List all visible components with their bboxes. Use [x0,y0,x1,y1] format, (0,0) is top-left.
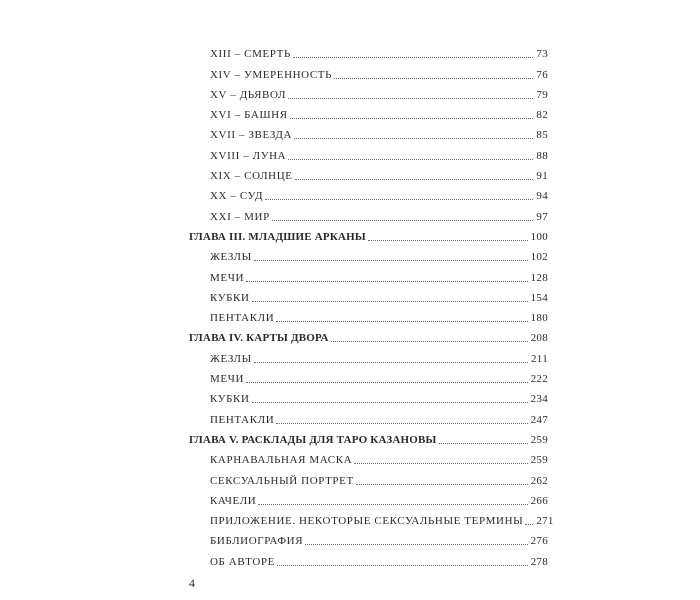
toc-entry-label: XVI – БАШНЯ [210,109,288,122]
toc-entry [189,468,548,488]
toc-entry-page-number: 180 [530,312,548,325]
toc-entry-page-number: 91 [536,170,548,183]
toc-entry-page-number: 262 [530,474,548,487]
toc-entry-label: МЕЧИ [210,373,244,386]
dot-leader [305,544,527,545]
toc-entry-page-number: 94 [536,190,548,203]
toc-entry-page-number: 259 [530,433,548,446]
dot-leader [265,199,533,200]
toc-entry [189,184,548,204]
dot-leader [295,179,534,180]
toc-entry-page-number: 76 [536,68,548,81]
toc-entry-page-number: 278 [530,555,548,568]
toc-entry-label: XIV – УМЕРЕННОСТЬ [210,68,333,81]
toc-entry [189,265,548,285]
toc-entry-page-number: 82 [536,109,548,122]
toc-entry-label: XVIII – ЛУНА [210,149,287,162]
toc-entry-label: ГЛАВА IV. КАРТЫ ДВОРА [189,332,329,345]
dot-leader [290,118,534,119]
dot-leader [368,240,528,241]
page-number: 4 [189,576,195,590]
dot-leader [246,382,528,383]
dot-leader [246,281,528,282]
toc-entry-page-number: 271 [536,515,554,528]
toc-entry [189,123,548,143]
toc-entry [189,549,548,569]
table-of-contents [189,42,554,570]
toc-entry-page-number: 222 [530,373,548,386]
toc-entry-page-number: 266 [530,494,548,507]
toc-entry-label: XVII – ЗВЕЗДА [210,129,293,142]
toc-entry-label: XIII – СМЕРТЬ [210,48,291,61]
dot-leader [293,57,534,58]
toc-entry [189,387,548,407]
toc-entry-label: ПРИЛОЖЕНИЕ. НЕКОТОРЫЕ СЕКСУАЛЬНЫЕ ТЕРМИНЫ [210,515,524,528]
toc-chapter-entry [189,225,548,245]
toc-entry-label: ГЛАВА III. МЛАДШИЕ АРКАНЫ [189,230,366,243]
toc-entry [189,103,548,123]
toc-entry-label: КУБКИ [210,393,250,406]
toc-entry-label: СЕКСУАЛЬНЫЙ ПОРТРЕТ [210,474,354,487]
toc-entry [189,306,548,326]
toc-entry [189,489,548,509]
dot-leader [288,159,533,160]
dot-leader [252,301,528,302]
toc-entry-label: КУБКИ [210,291,250,304]
toc-entry-label: ПЕНТАКЛИ [210,312,275,325]
toc-entry [189,529,548,549]
toc-entry-page-number: 73 [536,48,548,61]
toc-entry [189,509,554,529]
toc-entry [189,204,548,224]
dot-leader [258,504,527,505]
toc-entry-page-number: 100 [530,230,548,243]
toc-entry-label: ЖЕЗЛЫ [210,352,252,365]
dot-leader [254,260,528,261]
dot-leader [356,484,528,485]
toc-entry [189,245,548,265]
toc-entry [189,42,548,62]
toc-entry-label: МЕЧИ [210,271,244,284]
toc-entry [189,143,548,163]
dot-leader [272,220,534,221]
toc-entry-page-number: 102 [530,251,548,264]
dot-leader [354,463,527,464]
toc-entry-page-number: 88 [536,149,548,162]
toc-entry-label: XXI – МИР [210,210,270,223]
toc-entry-label: ЖЕЗЛЫ [210,251,252,264]
dot-leader [334,78,533,79]
toc-entry-label: XIX – СОЛНЦЕ [210,170,293,183]
toc-entry [189,286,548,306]
dot-leader [254,362,528,363]
toc-chapter-entry [189,326,548,346]
toc-entry-page-number: 128 [530,271,548,284]
toc-entry [189,346,548,366]
dot-leader [252,402,528,403]
toc-entry-label: БИБЛИОГРАФИЯ [210,535,304,548]
toc-entry-page-number: 276 [530,535,548,548]
toc-entry [189,83,548,103]
toc-entry-page-number: 247 [530,413,548,426]
toc-entry-page-number: 211 [531,352,548,365]
dot-leader [288,98,533,99]
dot-leader [276,423,527,424]
toc-entry-page-number: 208 [530,332,548,345]
toc-entry [189,367,548,387]
dot-leader [276,321,527,322]
toc-entry-label: ОБ АВТОРЕ [210,555,275,568]
toc-entry [189,448,548,468]
toc-entry-label: КАРНАВАЛЬНАЯ МАСКА [210,454,353,467]
toc-entry-page-number: 97 [536,210,548,223]
dot-leader [525,524,533,525]
toc-entry-page-number: 234 [530,393,548,406]
toc-chapter-entry [189,428,548,448]
toc-entry [189,164,548,184]
toc-entry-page-number: 154 [530,291,548,304]
toc-entry-label: ПЕНТАКЛИ [210,413,275,426]
toc-entry-label: XX – СУД [210,190,264,203]
toc-entry-page-number: 85 [536,129,548,142]
toc-entry [189,62,548,82]
dot-leader [277,565,528,566]
dot-leader [439,443,528,444]
dot-leader [331,341,528,342]
toc-entry-page-number: 259 [530,454,548,467]
toc-entry-label: XV – ДЬЯВОЛ [210,88,287,101]
toc-entry-label: ГЛАВА V. РАСКЛАДЫ ДЛЯ ТАРО КАЗАНОВЫ [189,433,437,446]
toc-entry [189,407,548,427]
dot-leader [294,138,533,139]
toc-entry-label: КАЧЕЛИ [210,494,257,507]
toc-entry-page-number: 79 [536,88,548,101]
